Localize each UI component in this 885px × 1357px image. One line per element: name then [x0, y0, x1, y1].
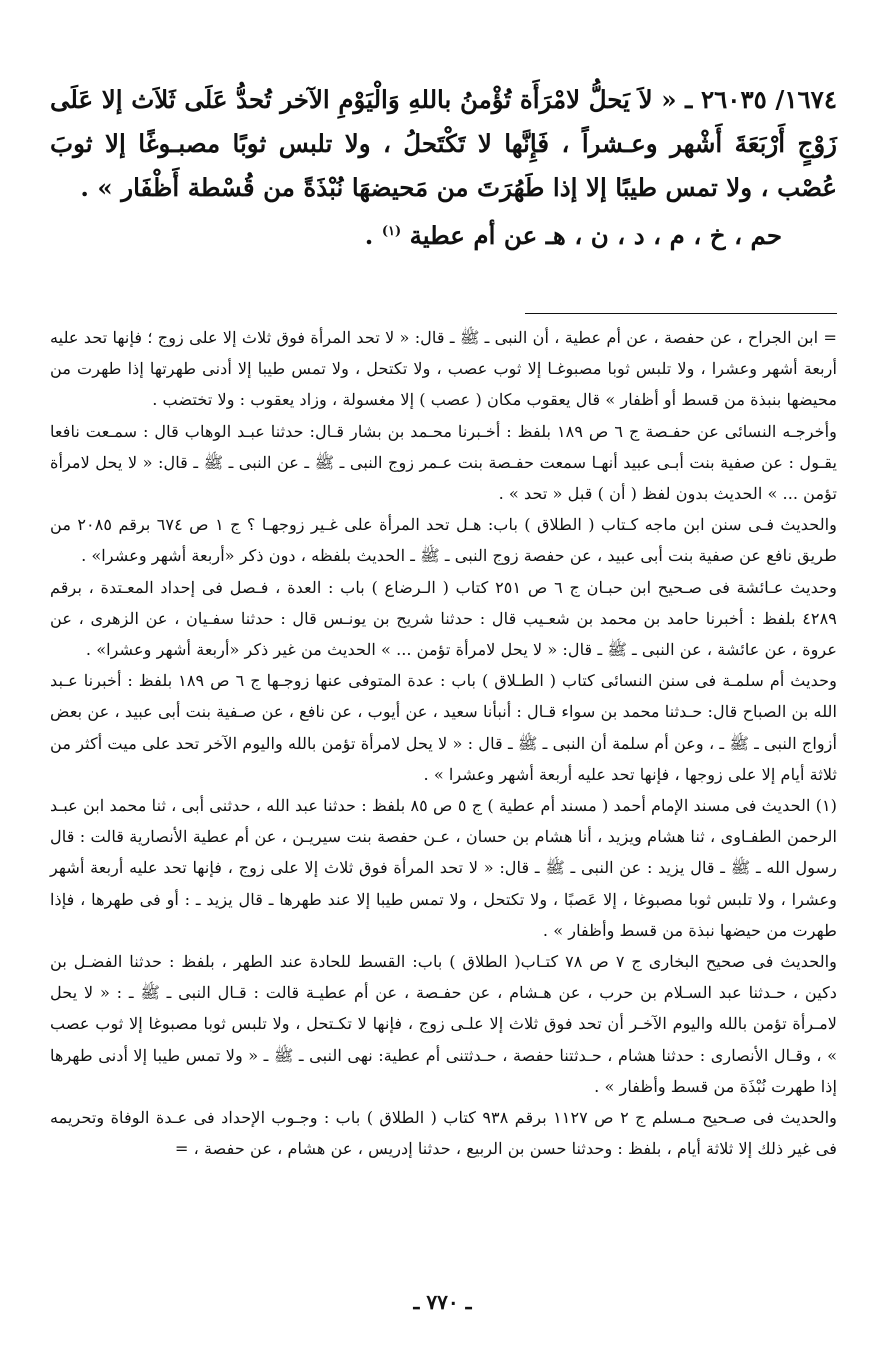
footnotes: [50, 322, 837, 1164]
hadith-source-text: حم ، خ ، م ، د ، ن ، هـ عن أم عطية: [409, 221, 782, 250]
footnote-reference: (١): [381, 223, 402, 239]
footnote-paragraph: والحديث فى صـحيح مـسلم ج ٢ ص ١١٢٧ برقم ٩٣٨ كتاب ( الطلاق ) باب : وجـوب الإحداد فى عـدة الوفاة وتحريمه فى غير ذلك إلا ثلاثة أيام ، بلفظ : وحدثنا حسن بن الربيع ، حدثنا إدريس ، عن هشام ، عن حفصة ، =: [50, 1108, 837, 1159]
footnote-paragraph: وحديث أم سلمـة فى سنن النسائى كتاب ( الطـلاق ) باب : عدة المتوفى عنها زوجـها ج ٦ ص ١٨٩ بلفظ : أخبرنا عـبد الله بن الصباح قال: حـدثنا محمد بن سواء قـال : أنبأنا سعيد ، عن أيوب ، عن نافع ، عن صـفية بنت أبى عبيد ، عن بعض أزواج النبى ـ ﷺ ـ ، وعن أم سلمة أن النبى ـ ﷺ ـ قال : « لا يحل لامرأة تؤمن بالله واليوم الآخر تحد على ميت أكثر من ثلاثة أيام إلا على زوجها ، فإنها تحد عليه أربعة أشهر وعشرا » .: [50, 671, 837, 784]
footnote-paragraph: والحديث فـى سنن ابن ماجه كـتاب ( الطلاق ) باب: هـل تحد المرأة على غـير زوجهـا ؟ ج ١ ص ٦٧٤ برقم ٢٠٨٥ من طريق نافع عن صفية بنت أبى عبيد ، عن حفصة زوج النبى ـ ﷺ ـ الحديث بلفظه ، دون ذكر «أربعة أشهر وعشرا» .: [50, 515, 837, 566]
hadith-text: ١٦٧٤/ ٢٦٠٣٥ ـ « لاَ يَحلُّ لامْرَأَة تُؤْمنُ باللهِ وَالْيَوْمِ الآخر تُحدُّ عَلَى ثَلاَث إلا عَلَى زَوْجٍ أَرْبَعَةَ أَشْهر وعـشراً ، فَإِنَّها لا تَكْتَحلُ ، ولا تلبس ثوبًا مصبـوغًا إلا ثوبَ عُصْب ، ولا تمس طيبًا إلا إذا طَهُرَتَ من مَحيضهَا نُبْذَةً من قُسْطة أَظْفَار » .: [50, 85, 837, 202]
footnote-paragraph: (١) الحديث فى مسند الإمام أحمد ( مسند أم عطية ) ج ٥ ص ٨٥ بلفظ : حدثنا عبد الله ، حدثنى أبى ، ثنا محمد ابن عبـد الرحمن الطفـاوى ، ثنا هشام ويزيد ، أنا هشام بن حسان ، عـن حفصة بنت سيريـن ، عن أم عطية الأنصارية قالت : قال رسول الله ـ ﷺ ـ قال يزيد : عن النبى ـ ﷺ ـ قال: « لا تحد المرأة فوق ثلاث إلا على زوج ، فإنها تحد عليه أربعة أشهر وعشرا ، ولا تلبس ثوبا مصبوغا ، إلا عَصبًا ، ولا تكتحل ، ولا تمس طيبا إلا عند طهرها ـ قال يزيد ـ : أو فى طهرها ، فإذا طهرت من حيضها نبذة من قسط وأظفار » .: [50, 796, 837, 940]
footnote-paragraph: وحديث عـائشة فى صـحيح ابن حبـان ج ٦ ص ٢٥١ كتاب ( الـرضاع ) باب : العدة ، فـصل فى إحداد المعـتدة ، برقم ٤٢٨٩ بلفظ : أخبرنا حامد بن محمد بن شعـيب قال : حدثنا شريح بن يونـس قال : حدثنا سفـيان ، عن الزهرى ، عن عروة ، عن عائشة ، عن النبى ـ ﷺ ـ قال: « لا يحل لامرأة تؤمن ... » الحديث من غير ذكر «أربعة أشهر وعشرا» .: [50, 577, 837, 660]
footnote-paragraph: = ابن الجراح ، عن حفصة ، عن أم عطية ، أن النبى ـ ﷺ ـ قال: « لا تحد المرأة فوق ثلاث إلا على زوج ؛ فإنها تحد عليه أربعة أشهر وعشرا ، ولا تلبس ثوبا مصبوغـا إلا ثوب عصب ، ولا تكتحل ، ولا تمس طيبا إلا أدنى طهرتها إذا طهرت من محيضها بنبذة من قسط أو أظفار » قال يعقوب مكان ( عصب ) إلا مغسولة ، وزاد يعقوب : ولا تختضب .: [50, 328, 837, 410]
footnote-divider: [525, 313, 837, 314]
footnote-paragraph: وأخرجـه النسائى عن حفـصة ج ٦ ص ١٨٩ بلفظ : أخـبرنا محـمد بن بشار قـال: حدثنا عبـد الوهاب قال : سمـعت نافعا يقـول : عن صفية بنت أبـى عبيد أنهـا سمعت حفـصة بنت عـمر زوج النبى ـ ﷺ ـ عن النبى ـ ﷺ ـ قال: « لا يحل لامرأة تؤمن ... » الحديث بدون لفظ ( أن ) قبل « تحد » .: [50, 421, 837, 504]
page-number: ـ ٧٧٠ ـ: [413, 1290, 472, 1314]
hadith-block: [50, 78, 837, 258]
hadith-source: حم ، خ ، م ، د ، ن ، هـ عن أم عطية $^{(١)}$ .: [364, 221, 782, 250]
footnote-paragraph: والحديث فى صحيح البخارى ج ٧ ص ٧٨ كتـاب( الطلاق ) باب: القسط للحادة عند الطهر ، بلفظ : حدثنا الفضـل بن دكين ، حـدثنا عبد السـلام بن حرب ، عن هـشام ، عن حفـصة ، عن أم عطيـة قالت : قـال النبى ـ ﷺ ـ : « لا يحل لامـرأة تؤمن بالله واليوم الآخـر أن تحد فوق ثلاث إلا علـى زوج ، فإنها لا تكـتحل ، ولا تلبس ثوبا مصبوغا إلا ثوب عصب » ، وقـال الأنصارى : حدثنا هشام ، حـدثتنا حفصة ، حـدثتنى أم عطية: نهى النبى ـ ﷺ ـ « ولا تمس طيبا إلا أدنى طهرها إذا طهرت نُبْذَة من قسط وأظفار » .: [50, 952, 837, 1096]
